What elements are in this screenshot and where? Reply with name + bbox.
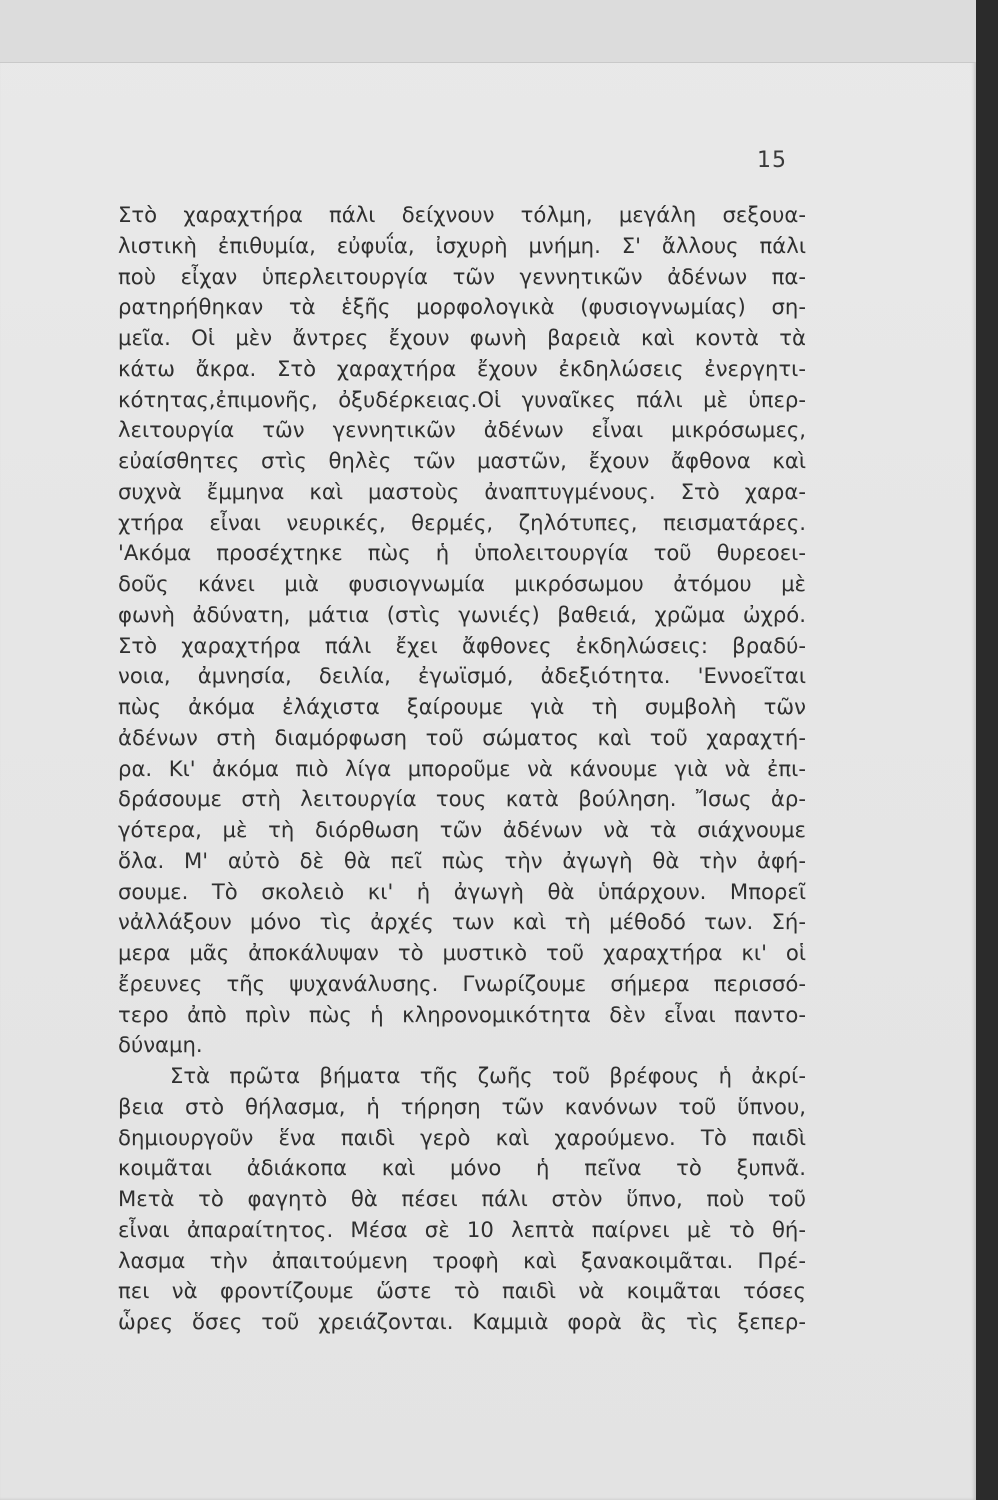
text-line: ὅλα. Μ' αὐτὸ δὲ θὰ πεῖ πὼς τὴν ἀγωγὴ θὰ τὴν ἀφή-	[118, 847, 806, 873]
text-line: ὧρες ὅσες τοῦ χρειάζονται. Καμμιὰ φορὰ ἂς τὶς ξεπερ-	[118, 1309, 806, 1334]
text-line: μερα μᾶς ἀποκάλυψαν τὸ μυστικὸ τοῦ χαραχτήρα κι' οἱ	[118, 940, 806, 965]
text-line: βεια στὸ θήλασμα, ἡ τήρηση τῶν κανόνων τοῦ ὕπνου,	[118, 1093, 806, 1119]
text-line: σουμε. Τὸ σκολειὸ κι' ἡ ἀγωγὴ θὰ ὑπάρχουν. Μπορεῖ	[118, 878, 806, 904]
text-line: Στὸ χαραχτήρα πάλι δείχνουν τόλμη, μεγάλη σεξουα-	[118, 202, 806, 227]
text-line: ρατηρήθηκαν τὰ ἑξῆς μορφολογικὰ (φυσιογνωμίας) ση-	[118, 294, 806, 320]
text-line: δράσουμε στὴ λειτουργία τους κατὰ βούληση. Ἴσως ἀρ-	[118, 786, 806, 812]
text-line: λειτουργία τῶν γεννητικῶν ἀδένων εἶναι μικρόσωμες,	[118, 417, 806, 443]
paragraph	[118, 200, 806, 1061]
text-line: εὐαίσθητες στὶς θηλὲς τῶν μαστῶν, ἔχουν ἄφθονα καὶ	[118, 448, 806, 473]
text-line: νοια, ἀμνησία, δειλία, ἐγωϊσμό, ἀδεξιότητα. 'Εννοεῖται	[118, 663, 806, 689]
text-line: ρα. Κι' ἀκόμα πιὸ λίγα μποροῦμε νὰ κάνουμε γιὰ νὰ ἐπι-	[118, 755, 806, 781]
text-line: τερο ἀπὸ πρὶν πὼς ἡ κληρονομικότητα δὲν εἶναι παντο-	[118, 1001, 806, 1027]
page-top-edge	[0, 0, 976, 63]
text-line: 'Ακόμα προσέχτηκε πὼς ἡ ὑπολειτουργία τοῦ θυρεοει-	[118, 540, 806, 566]
text-line: δημιουργοῦν ἕνα παιδὶ γερὸ καὶ χαρούμενο. Τὸ παιδὶ	[118, 1124, 806, 1150]
page-number: 15	[757, 148, 787, 173]
text-line: πει νὰ φροντίζουμε ὥστε τὸ παιδὶ νὰ κοιμᾶται τόσες	[118, 1278, 806, 1304]
text-line: Στὸ χαραχτήρα πάλι ἔχει ἄφθονες ἐκδηλώσεις: βραδύ-	[118, 632, 806, 658]
text-line: Μετὰ τὸ φαγητὸ θὰ πέσει πάλι στὸν ὕπνο, ποὺ τοῦ	[118, 1186, 806, 1211]
text-line: εἶναι ἀπαραίτητος. Μέσα σὲ 10 λεπτὰ παίρνει μὲ τὸ θή-	[118, 1216, 806, 1242]
text-line: γότερα, μὲ τὴ διόρθωση τῶν ἀδένων νὰ τὰ σιάχνουμε	[118, 817, 806, 842]
text-line: ἔρευνες τῆς ψυχανάλυσης. Γνωρίζουμε σήμερα περισσό-	[118, 970, 806, 996]
text-line: λιστικὴ ἐπιθυμία, εὐφυΐα, ἰσχυρὴ μνήμη. Σ' ἄλλους πάλι	[118, 232, 806, 258]
text-line: συχνὰ ἔμμηνα καὶ μαστοὺς ἀναπτυγμένους. Στὸ χαρα-	[118, 478, 806, 504]
text-line: ἀδένων στὴ διαμόρφωση τοῦ σώματος καὶ τοῦ χαραχτή-	[118, 724, 806, 750]
text-line: κότητας,ἐπιμονῆς, ὀξυδέρκειας.Οἱ γυναῖκες πάλι μὲ ὑπερ-	[118, 386, 806, 412]
text-line: πὼς ἀκόμα ἐλάχιστα ξαίρουμε γιὰ τὴ συμβολὴ τῶν	[118, 694, 806, 719]
text-line: λασμα τὴν ἀπαιτούμενη τροφὴ καὶ ξανακοιμᾶται. Πρέ-	[118, 1247, 806, 1273]
text-line: μεῖα. Οἱ μὲν ἄντρες ἔχουν φωνὴ βαρειὰ καὶ κοντὰ τὰ	[118, 325, 806, 350]
text-line: ποὺ εἶχαν ὑπερλειτουργία τῶν γεννητικῶν ἀδένων πα-	[118, 263, 806, 289]
text-line: δοῦς κάνει μιὰ φυσιογνωμία μικρόσωμου ἀτόμου μὲ	[118, 571, 806, 596]
text-line: φωνὴ ἀδύνατη, μάτια (στὶς γωνιές) βαθειά, χρῶμα ὠχρό.	[118, 601, 806, 627]
text-line: χτήρα εἶναι νευρικές, θερμές, ζηλότυπες, πεισματάρες.	[118, 509, 806, 535]
text-line: νἀλλάξουν μόνο τὶς ἀρχές των καὶ τὴ μέθοδό των. Σή-	[118, 909, 806, 935]
text-line: δύναμη.	[118, 1032, 203, 1058]
text-line: κοιμᾶται ἀδιάκοπα καὶ μόνο ἡ πεῖνα τὸ ξυπνᾶ.	[118, 1155, 806, 1181]
body-text	[118, 200, 806, 1338]
text-line: κάτω ἄκρα. Στὸ χαραχτήρα ἔχουν ἐκδηλώσεις ἐνεργητι-	[118, 355, 806, 381]
paragraph	[118, 1061, 806, 1338]
text-line: Στὰ πρῶτα βήματα τῆς ζωῆς τοῦ βρέφους ἡ ἀκρί-	[170, 1063, 806, 1088]
